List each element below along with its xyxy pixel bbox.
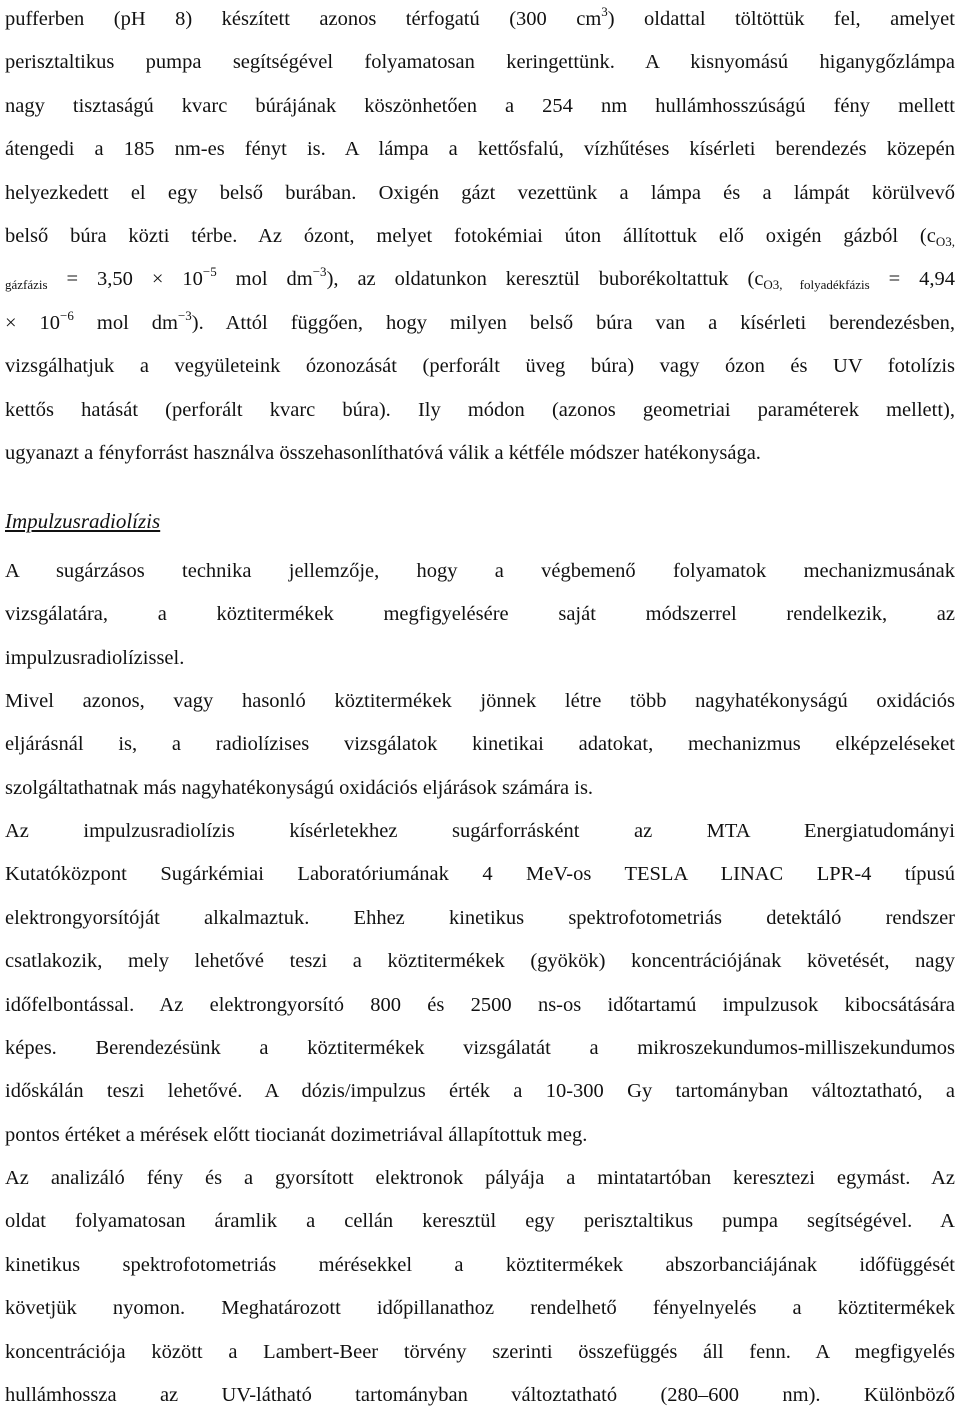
paragraph-equipment — [5, 810, 955, 1157]
text-line: helyezkedett el egy belső burában. Oxigén gázt vezettünk a lámpa és a lámpát körülvevő — [5, 181, 955, 204]
text-line: csatlakozik, mely lehetővé teszi a köztitermékek (gyökök) koncentrációjának követését, nagy — [5, 950, 955, 973]
text-line: perisztaltikus pumpa segítségével folyamatosan keringettünk. A kisnyomású higanygőzlámpa — [5, 51, 955, 74]
text-line: követjük nyomon. Meghatározott időpillanathoz rendelhető fényelnyelés a köztitermékek — [5, 1297, 955, 1320]
paragraph-ozonation — [5, 0, 955, 475]
text-line: eljárásnál is, a radiolízises vizsgálatok kinetikai adatokat, mechanizmus elképzeléseket — [5, 733, 955, 756]
text-line: × $10^{-6}$ mol $dm^{-3}$). Attól függően, hogy milyen belső búra van a kísérleti berendezésben, — [5, 307, 955, 334]
text-line: vizsgálatára, a köztitermékek megfigyelésére saját módszerrel rendelkezik, az — [5, 603, 955, 626]
text-line: $_{gázfázis} = 3,50 \times 10^{-5}$ mol $dm^{-3}$), az oldatunkon keresztül buborékoltattuk ($c_{O3, folyadékfázis} = 4,94$ — [5, 264, 955, 293]
text-line: Mivel azonos, vagy hasonló köztitermékek jönnek létre több nagyhatékonyságú oxidációs — [5, 690, 955, 712]
text-line: időfelbontással. Az elektrongyorsító 800 és 2500 ns-os időtartamú impulzusok kibocsátására — [5, 993, 955, 1016]
text-line: pufferben (pH 8) készített azonos térfogatú (300 $cm^3$) oldattal töltöttük fel, amelyet — [5, 4, 955, 30]
text-line: kinetikus spektrofotometriás mérésekkel a köztitermékek abszorbanciájának időfüggését — [5, 1253, 955, 1276]
text-line: nagy tisztaságú kvarc búrájának köszönhetően a 254 nm hullámhosszúságú fény mellett — [5, 94, 955, 117]
paragraph-radiolysis-relevance — [5, 680, 955, 810]
text-line: elektrongyorsítóját alkalmaztuk. Ehhez kinetikus spektrofotometriás detektáló rendszer — [5, 906, 955, 929]
text-line: impulzusradiolízissel. — [5, 646, 185, 669]
text-line: oldat folyamatosan áramlik a cellán keresztül egy perisztaltikus pumpa segítségével. A — [5, 1210, 955, 1233]
text-line: hullámhossza az UV-látható tartományban változtatható (280–600 nm). Különböző — [5, 1383, 955, 1406]
text-line: szolgáltathatnak más nagyhatékonyságú oxidációs eljárások számára is. — [5, 776, 594, 799]
paragraph-intro — [5, 550, 955, 680]
text-line: Az analizáló fény és a gyorsított elektronok pályája a mintatartóban keresztezi egymást. Az — [5, 1167, 955, 1189]
text-line: pontos értéket a mérések előtt tiocianát dozimetriával állapítottuk meg. — [5, 1123, 588, 1146]
text-line: kettős hatását (perforált kvarc búra). Ily módon (azonos geometriai paraméterek mellett), — [5, 398, 955, 421]
text-line: koncentrációja között a Lambert-Beer törvény szerinti összefüggés áll fenn. A megfigyelés — [5, 1340, 955, 1363]
text-line: képes. Berendezésünk a köztitermékek vizsgálatát a mikroszekundumos-milliszekundumos — [5, 1036, 955, 1059]
text-line: Az impulzusradiolízis kísérletekhez sugárforrásként az MTA Energiatudományi — [5, 820, 955, 842]
text-line: belső búra közti térbe. Az ózont, melyet fotokémiai úton állítottuk elő oxigén gázból ($c_{O3,}$ — [5, 224, 955, 249]
text-line: Kutatóközpont Sugárkémiai Laboratóriumának 4 MeV-os TESLA LINAC LPR-4 típusú — [5, 863, 955, 886]
text-line: vizsgálhatjuk a vegyületeink ózonozását (perforált üveg búra) vagy ózon és UV fotolízis — [5, 355, 955, 378]
text-line: ugyanazt a fényforrást használva összehasonlíthatóvá válik a kétféle módszer hatékonysága. — [5, 441, 761, 464]
section-heading: Impulzusradiolízis — [5, 509, 161, 533]
text-line: átengedi a 185 nm-es fényt is. A lámpa a kettősfalú, vízhűtéses kísérleti berendezés közepén — [5, 138, 955, 161]
paragraph-detection — [5, 1157, 955, 1417]
text-line: A sugárzásos technika jellemzője, hogy a végbemenő folyamatok mechanizmusának — [5, 560, 955, 582]
text-line: időskálán teszi lehetővé. A dózis/impulzus érték a 10-300 Gy tartományban változtatható, a — [5, 1080, 955, 1103]
